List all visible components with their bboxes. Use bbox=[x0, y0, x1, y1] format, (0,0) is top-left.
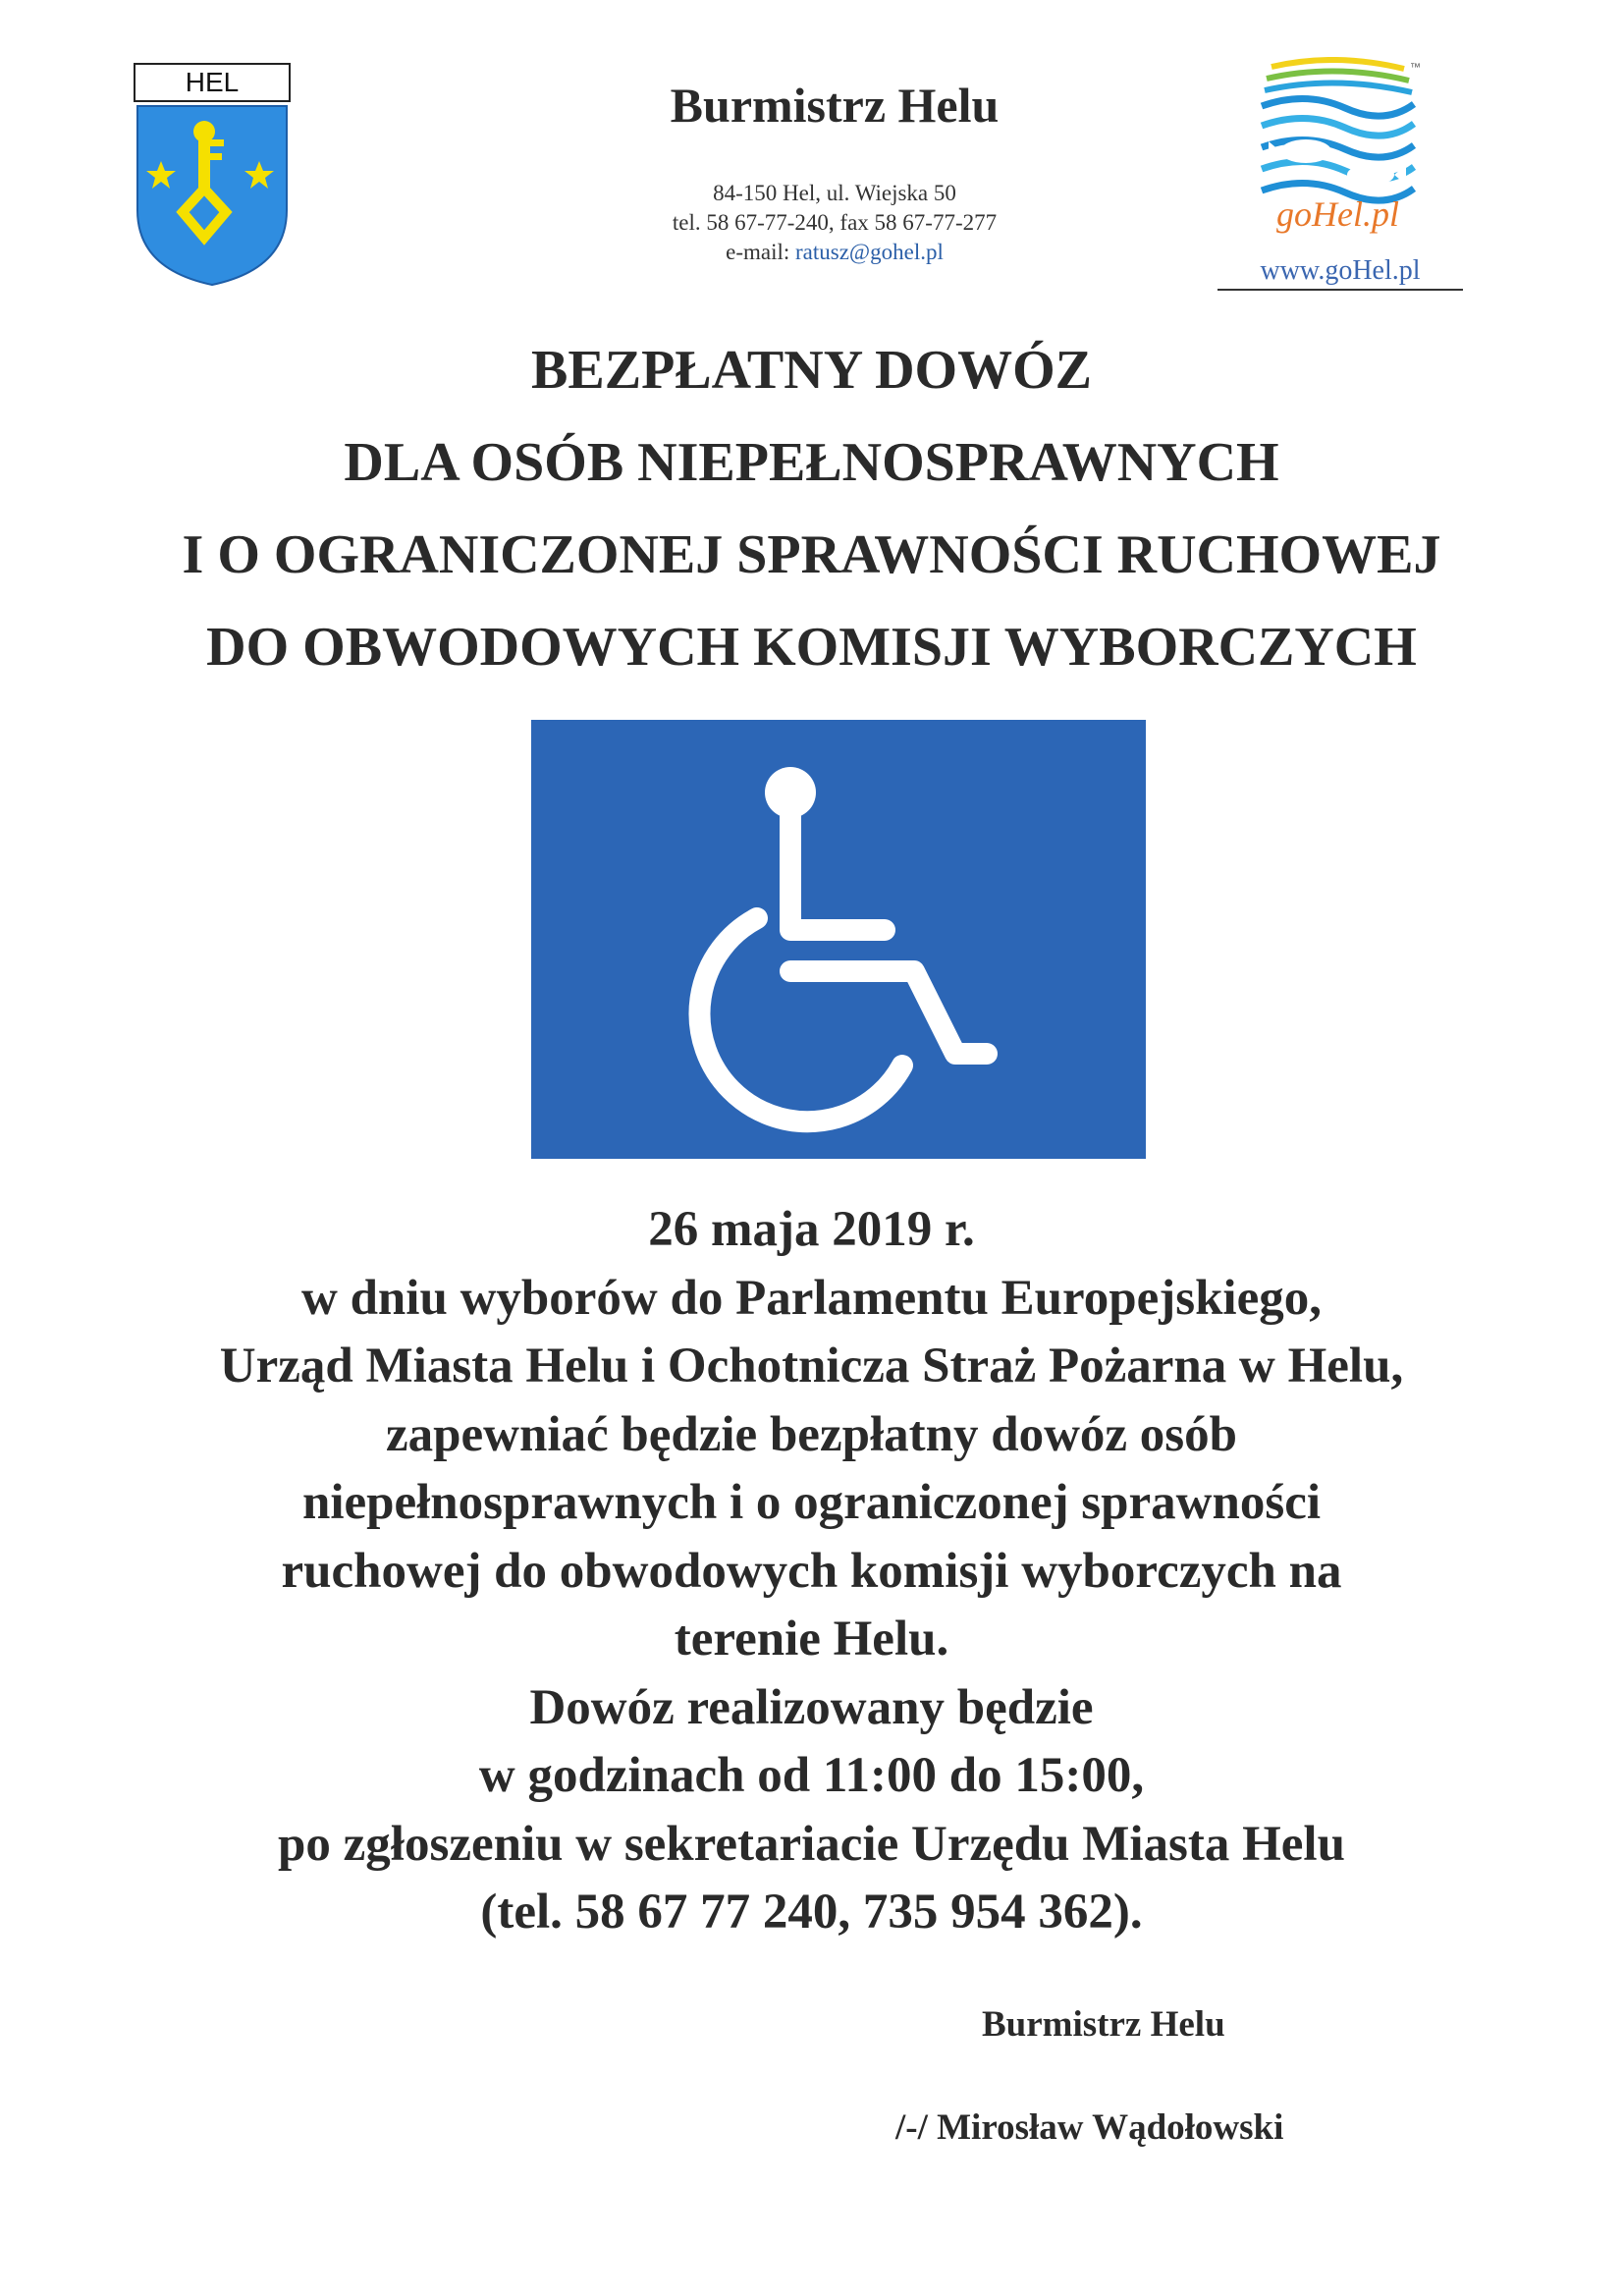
signature-role: Burmistrz Helu bbox=[982, 2004, 1225, 2045]
gohel-wordmark: goHel.pl bbox=[1276, 194, 1399, 234]
accessibility-sign bbox=[531, 720, 1146, 1159]
email-link[interactable]: ratusz@gohel.pl bbox=[795, 240, 944, 264]
notice-body bbox=[79, 1196, 1544, 1947]
body-line: w godzinach od 11:00 do 15:00, bbox=[478, 1748, 1145, 1803]
trademark: ™ bbox=[1410, 62, 1421, 74]
key-shield-icon bbox=[134, 102, 291, 289]
title-line: DO OBWODOWYCH KOMISJI WYBORCZYCH bbox=[206, 617, 1417, 678]
title-line: DLA OSÓB NIEPEŁNOSPRAWNYCH bbox=[344, 432, 1279, 493]
signature-name: /-/ Mirosław Wądołowski bbox=[895, 2107, 1284, 2148]
notice-title bbox=[79, 324, 1544, 693]
body-line: 26 maja 2019 r. bbox=[648, 1202, 975, 1257]
email-label: e-mail: bbox=[726, 240, 790, 264]
body-line: po zgłoszeniu w sekretariacie Urzędu Miasta Helu bbox=[278, 1816, 1345, 1872]
wheelchair-icon bbox=[531, 720, 1146, 1159]
body-line: (tel. 58 67 77 240, 735 954 362). bbox=[480, 1885, 1143, 1940]
letterhead bbox=[491, 77, 1178, 267]
contact-block bbox=[491, 179, 1178, 267]
body-line: zapewniać będzie bezpłatny dowóz osób bbox=[386, 1406, 1237, 1462]
address-line: 84-150 Hel, ul. Wiejska 50 bbox=[713, 181, 956, 205]
body-line: niepełnosprawnych i o ograniczonej sprawności bbox=[301, 1475, 1322, 1530]
email-line bbox=[491, 238, 1178, 267]
website-link[interactable]: www.goHel.pl bbox=[1217, 255, 1463, 291]
body-line: terenie Helu. bbox=[674, 1612, 949, 1667]
body-line: ruchowej do obwodowych komisji wyborczych na bbox=[281, 1543, 1342, 1599]
body-line: Urząd Miasta Helu i Ochotnicza Straż Pożarna w Helu, bbox=[219, 1339, 1404, 1394]
crest-label: HEL bbox=[134, 63, 291, 102]
fish-waves-icon bbox=[1217, 57, 1473, 263]
title-line: I O OGRANICZONEJ SPRAWNOŚCI RUCHOWEJ bbox=[182, 524, 1441, 585]
body-line: w dniu wyborów do Parlamentu Europejskiego, bbox=[300, 1270, 1322, 1326]
body-line: Dowóz realizowany będzie bbox=[529, 1679, 1094, 1735]
title-line: BEZPŁATNY DOWÓZ bbox=[531, 340, 1092, 401]
phone-fax-line: tel. 58 67-77-240, fax 58 67-77-277 bbox=[672, 210, 998, 235]
issuer-title: Burmistrz Helu bbox=[670, 78, 1000, 133]
hel-coat-of-arms bbox=[134, 63, 291, 289]
